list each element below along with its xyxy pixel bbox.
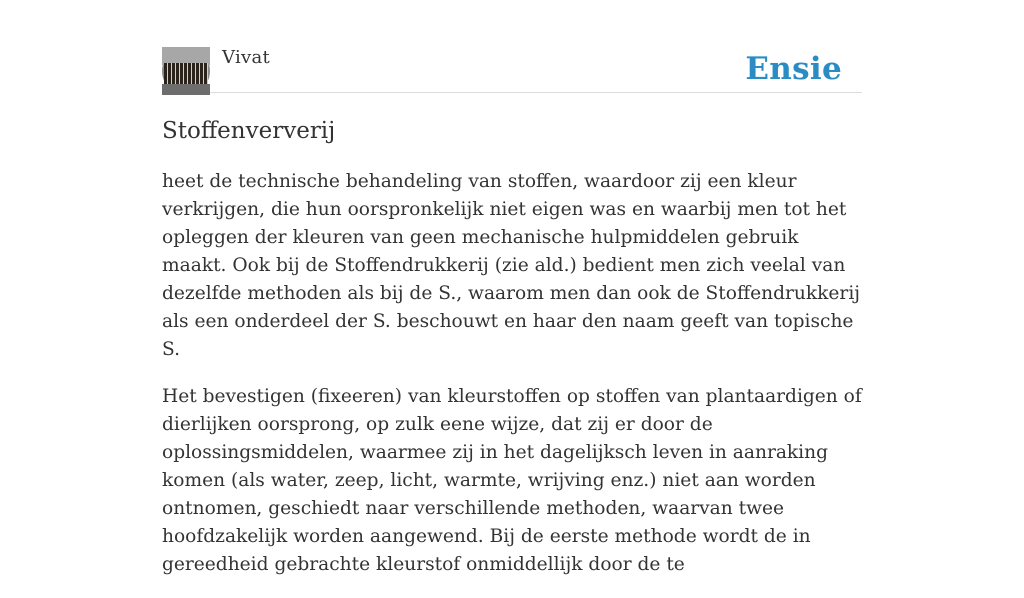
avatar[interactable]: [162, 47, 210, 95]
header: [162, 46, 862, 93]
article-paragraph: Het bevestigen (fixeeren) van kleurstoffen op stoffen van plantaardigen of dierlijken oorsprong, op zulk eene wijze, dat zij er door de oplossingsmiddelen, waarmee zij in het dagelijksch leven in aanraking komen (als water, zeep, licht, warmte, wrijving enz.) niet aan worden ontnomen, geschiedt naar verschillende methoden, waarvan twee hoofdzakelijk worden aangewend. Bij de eerste methode wordt de in gereedheid gebrachte kleurstof onmiddellijk door de te: [162, 386, 862, 575]
avatar-shelf: [162, 84, 210, 95]
bookshelf-avatar-icon: [164, 63, 208, 85]
publication-name[interactable]: Vivat: [222, 47, 271, 68]
article-paragraph: heet de technische behandeling van stoffen, waardoor zij een kleur verkrijgen, die hun oorspronkelijk niet eigen was en waarbij men tot het opleggen der kleuren van geen mechanische hulpmiddelen gebruik maakt. Ook bij de Stoffendrukkerij (zie ald.) bedient men zich veelal van dezelfde methoden als bij de S., waarom men dan ook de Stoffendrukkerij als een onderdeel der S. beschouwt en haar den naam geeft van topische S.: [162, 171, 861, 360]
brand-logo[interactable]: Ensie: [745, 51, 842, 87]
article-body: [162, 168, 862, 598]
article-title: Stoffenververij: [162, 118, 336, 144]
